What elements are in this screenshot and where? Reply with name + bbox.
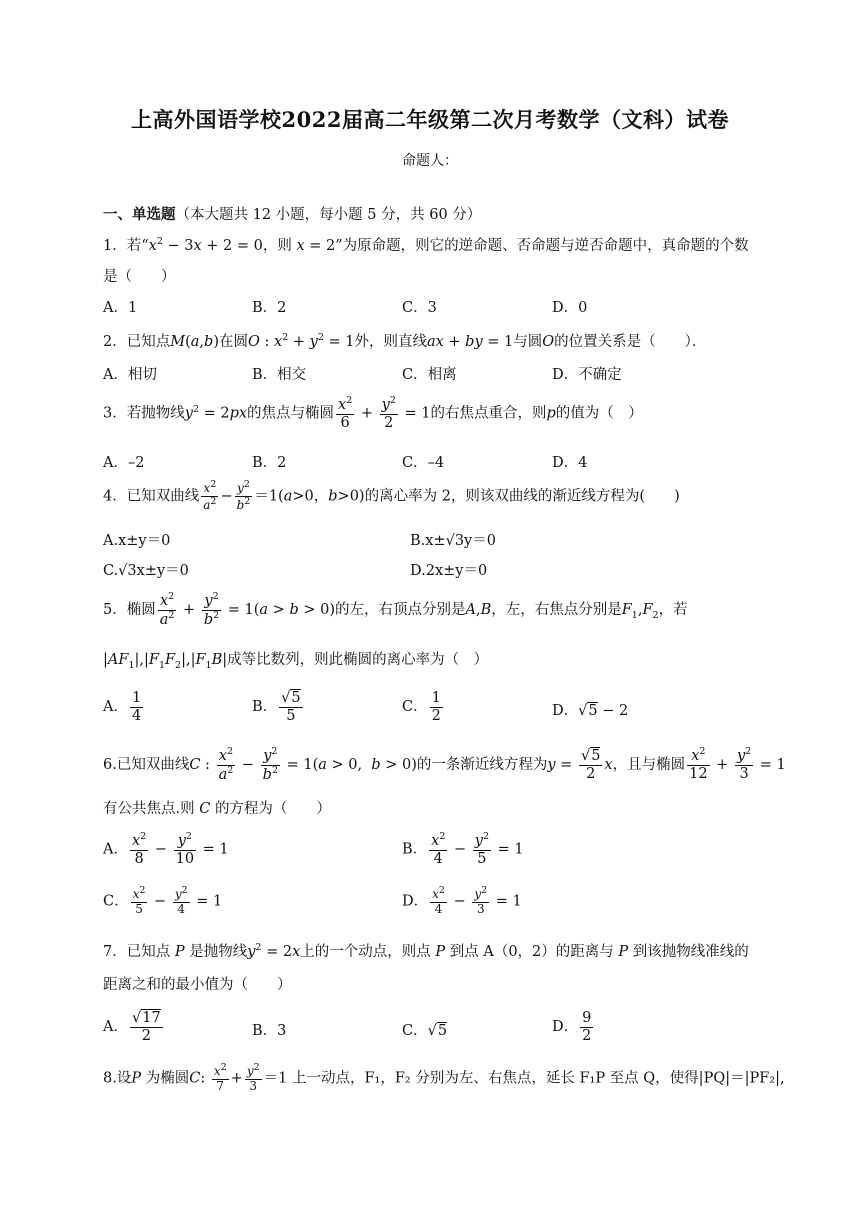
q4-option-c: C.√3x±y＝0 — [103, 563, 189, 579]
q3-option-b: B．2 — [252, 455, 287, 471]
q5-option-b: B． $\frac{√5}{5}$ — [252, 690, 301, 724]
q6-option-d: D． $\frac{x^2}{4}$ − $\frac{y^2}{3}$ = 1 — [402, 885, 522, 916]
q4-option-a: A.x±y＝0 — [103, 533, 171, 549]
q7-option-a: A． $\frac{√17}{2}$ — [103, 1010, 161, 1044]
question-4: 4．已知双曲线 $\frac{x^2}{a^2}$ − $\frac{y^2}{b^2}$ ＝1(a>0，b>0)的离心率为 2，则该双曲线的渐近线方程为( ) — [103, 479, 680, 512]
q7-option-b: B．3 — [252, 1023, 287, 1039]
q2-option-d: D．不确定 — [552, 367, 622, 383]
question-7: 7．已知点 P 是抛物线$y^2 = 2x$上的一个动点，则点 P 到点 A（0，2）的距离与 P 到该抛物线准线的 — [103, 942, 749, 960]
q3-option-a: A．–2 — [103, 455, 145, 471]
q7-option-c: C．√5 — [402, 1023, 448, 1039]
q4-option-d: D.2x±y＝0 — [410, 563, 488, 579]
section-label: 一、单选题 — [103, 206, 176, 223]
section-note: （本大题共 12 小题，每小题 5 分，共 60 分） — [175, 207, 482, 223]
q2-option-a: A．相切 — [103, 367, 157, 383]
section-heading — [103, 203, 481, 224]
exam-title: 上高外国语学校2022届高二年级第二次月考数学（文科）试卷 — [131, 107, 729, 132]
q3-option-d: D．4 — [552, 455, 588, 471]
q5-option-d: D．√5 − 2 — [552, 703, 629, 719]
q4-option-b: B.x±√3y＝0 — [410, 533, 496, 549]
question-1-cont: 是（ ） — [103, 269, 176, 285]
question-5-cont: $|AF_1|,|F_1F_2|,|F_1B|$成等比数列，则此椭圆的离心率为（ ） — [103, 652, 489, 671]
question-3: 3．若抛物线$y^2 = 2px$的焦点与椭圆 $\frac{x^2}{6}$ + $\frac{y^2}{2}$ = 1的右焦点重合，则p的值为（ ） — [103, 395, 643, 431]
q2-option-c: C．相离 — [402, 367, 457, 383]
question-5: 5．椭圆 $\frac{x^2}{a^2}$ + $\frac{y^2}{b^2}$ = 1(a > b > 0)的左，右顶点分别是A,B，左，右焦点分别是$F_1,F_2$，若 — [103, 591, 688, 628]
q3-option-c: C．–4 — [402, 455, 445, 471]
question-6: 6.已知双曲线C : $\frac{x^2}{a^2}$ − $\frac{y^2}{b^2}$ = 1(a > 0, b > 0)的一条渐近线方程为y = $\frac{√5}{2}$ x，且与椭圆 $\frac{x^2}{12}$ + $\frac{y^2}{3}$ = 1 — [103, 746, 786, 783]
question-7-cont: 距离之和的最小值为（ ） — [103, 977, 292, 993]
q5-option-c: C． $\frac{1}{2}$ — [402, 690, 441, 724]
q7-option-d: D． $\frac{9}{2}$ — [552, 1010, 592, 1044]
question-2: 2．已知点M(a,b)在圆O : $x^2 + y^2 = 1$外，则直线ax + by = 1与圆O的位置关系是（ ）． — [103, 332, 707, 350]
q1-option-d: D．0 — [552, 300, 588, 316]
author-line: 命题人： — [402, 153, 458, 169]
q6-option-b: B． $\frac{x^2}{4}$ − $\frac{y^2}{5}$ = 1 — [402, 831, 524, 867]
q6-option-a: A． $\frac{x^2}{8}$ − $\frac{y^2}{10}$ = 1 — [103, 831, 229, 867]
question-1: 1．若“$x^2 - 3x + 2 = 0$，则 x = 2”为原命题，则它的逆命题、否命题与逆否命题中，真命题的个数 — [103, 236, 749, 254]
q6-option-c: C． $\frac{x^2}{5}$ − $\frac{y^2}{4}$ = 1 — [103, 885, 223, 916]
question-8: 8.设P 为椭圆C: $\frac{x^2}{7}$ + $\frac{y^2}{3}$ ＝1 上一动点，F₁，F₂ 分别为左、右焦点，延长 F₁P 至点 Q，使得|PQ|＝|PF₂|, — [103, 1062, 785, 1093]
q1-option-c: C．3 — [402, 300, 437, 316]
question-6-cont: 有公共焦点.则 C 的方程为（ ） — [103, 801, 331, 817]
q1-option-a: A．1 — [103, 300, 138, 316]
q1-option-b: B．2 — [252, 300, 287, 316]
q5-option-a: A． $\frac{1}{4}$ — [103, 690, 142, 724]
q2-option-b: B．相交 — [252, 367, 307, 383]
